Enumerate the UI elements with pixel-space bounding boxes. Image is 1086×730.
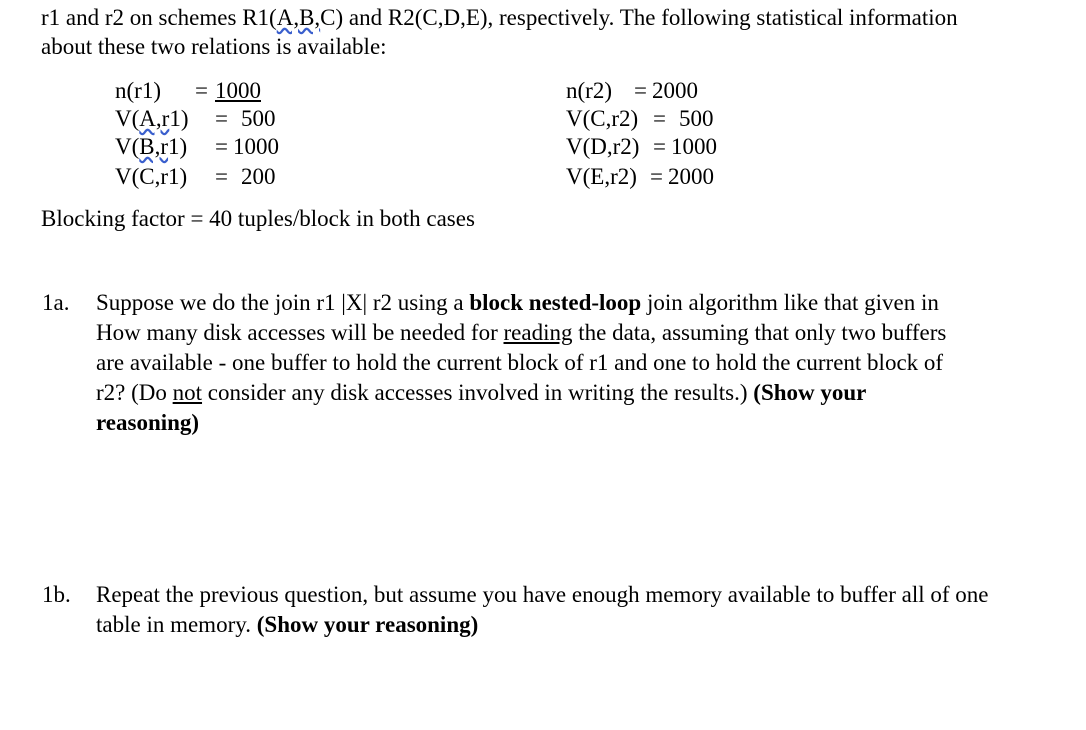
stat-n-r2: n(r2) = 2000 xyxy=(566,78,698,103)
question-1a-number: 1a. xyxy=(42,290,70,315)
question-1a-text: Suppose we do the join r1 |X| r2 using a block nested-loop join algorithm like that given in How many disk accesses will be needed for reading the data, assuming that only two buffers are available - one buffer to hold the current block of r1 and one to hold the current block of r2? (Do not consider any disk accesses involved in writing the results.) (Show your reasoning) xyxy=(96,290,947,435)
intro-text: r1 and r2 on schemes R1( xyxy=(41,5,277,30)
blocking-factor: Blocking factor = 40 tuples/block in both cases xyxy=(41,206,475,231)
intro-attributes: A,B, xyxy=(276,5,321,30)
question-1b-number: 1b. xyxy=(42,582,71,607)
stat-v-c-r2: V(C,r2) = 500 xyxy=(566,106,714,131)
stat-v-c-r1: V(C,r1) = 200 xyxy=(115,164,276,189)
question-1b-text: Repeat the previous question, but assume you have enough memory available to buffer all of one table in memory. (Show your reasoning) xyxy=(96,582,989,637)
stat-n-r1: n(r1) = 1000 xyxy=(115,78,261,103)
stat-v-e-r2: V(E,r2) = 2000 xyxy=(566,164,714,189)
intro-line-2: about these two relations is available: xyxy=(41,34,387,59)
stat-v-b-r1: V(B,r1) = 1000 xyxy=(115,134,279,159)
stat-v-d-r2: V(D,r2) = 1000 xyxy=(566,134,717,159)
intro-text: C) and R2(C,D,E), respectively. The following statistical information xyxy=(320,5,958,30)
stat-v-a-r1: V(A,r1) = 500 xyxy=(115,106,276,131)
intro-line-1 xyxy=(41,3,958,33)
